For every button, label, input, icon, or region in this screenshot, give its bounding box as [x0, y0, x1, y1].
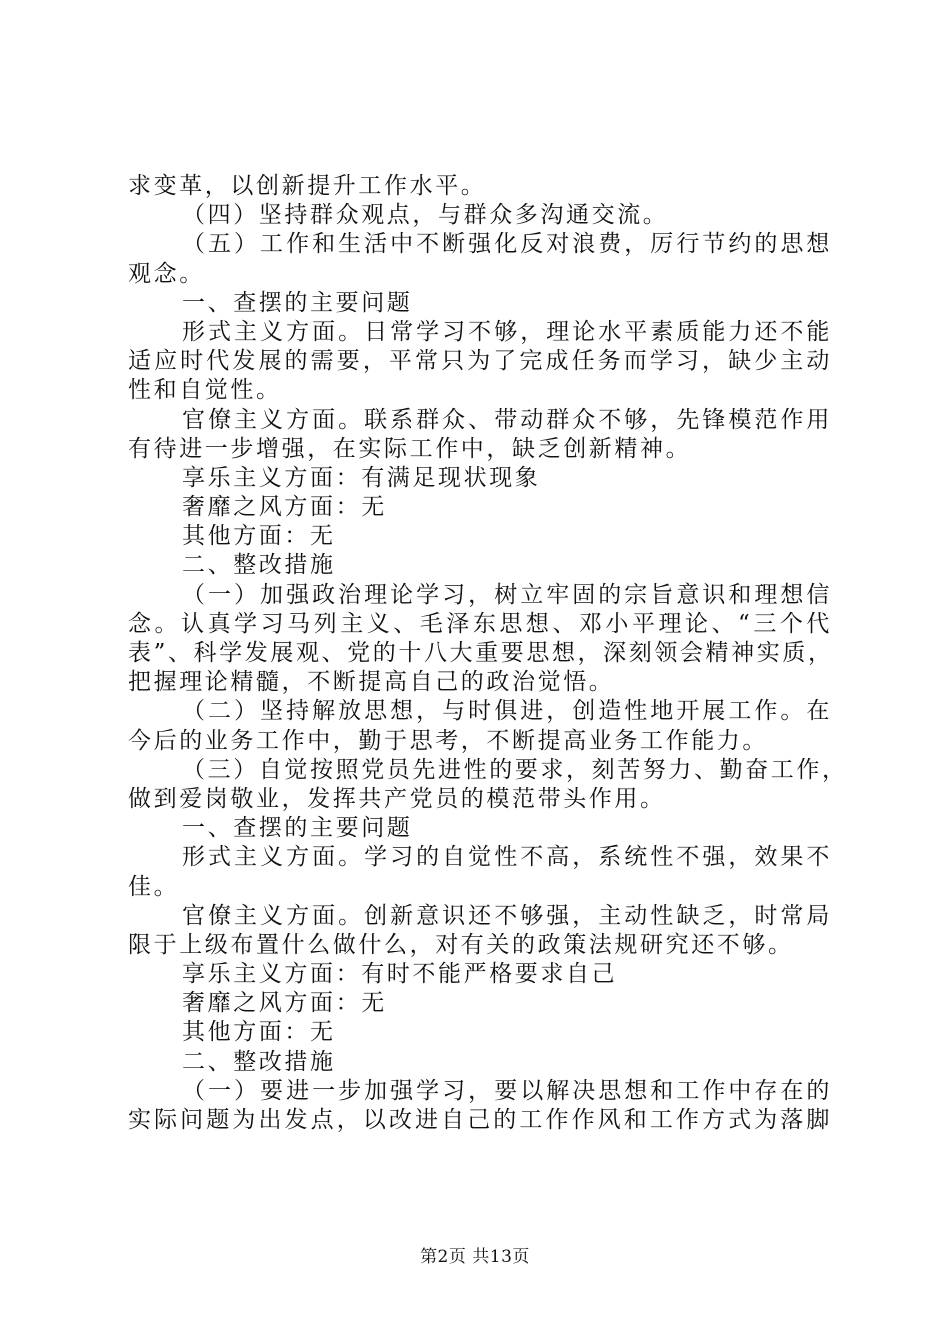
text-line: （四）坚持群众观点，与群众多沟通交流。	[182, 202, 669, 229]
text-line: 其他方面：无	[182, 523, 336, 550]
text-line: 求变革，以创新提升工作水平。	[128, 173, 487, 199]
text-line: 奢靡之风方面：无	[182, 990, 387, 1017]
text-line: （二）坚持解放思想，与时俱进，创造性地开展工作。在	[182, 698, 832, 725]
text-line: 一、查摆的主要问题	[182, 289, 413, 316]
text-line: 官僚主义方面。联系群众、带动群众不够，先锋模范作用	[182, 406, 832, 433]
text-line: 适应时代发展的需要，平常只为了完成任务而学习，缺少主动	[128, 348, 832, 375]
text-line: 有待进一步增强，在实际工作中，缺乏创新精神。	[128, 435, 692, 462]
text-line: 其他方面：无	[182, 1019, 336, 1046]
text-line: 把握理论精髓，不断提高自己的政治觉悟。	[128, 669, 615, 696]
page-number-label: 第2页 共13页	[420, 1247, 530, 1267]
text-line: 享乐主义方面：有时不能严格要求自己	[182, 961, 618, 988]
text-line: 奢靡之风方面：无	[182, 494, 387, 521]
text-line: 限于上级布置什么做什么，对有关的政策法规研究还不够。	[128, 931, 794, 958]
text-line: （三）自觉按照党员先进性的要求，刻苦努力、勤奋工作，	[182, 756, 848, 783]
text-line: 观念。	[128, 260, 205, 287]
text-line: 一、查摆的主要问题	[182, 815, 413, 842]
text-line: 佳。	[128, 873, 180, 900]
text-line: 二、整改措施	[182, 552, 336, 579]
text-line: 实际问题为出发点，以改进自己的工作作风和工作方式为落脚	[128, 1107, 832, 1133]
text-line: （一）要进一步加强学习，要以解决思想和工作中存在的	[182, 1077, 832, 1104]
text-line: 念。认真学习马列主义、毛泽东思想、邓小平理论、“三个代	[128, 610, 832, 637]
text-line: 做到爱岗敬业，发挥共产党员的模范带头作用。	[128, 785, 666, 812]
text-line: 二、整改措施	[182, 1048, 336, 1075]
text-line: （一）加强政治理论学习，树立牢固的宗旨意识和理想信	[182, 581, 832, 608]
text-line: 形式主义方面。学习的自觉性不高，系统性不强，效果不	[182, 844, 832, 871]
document-body	[128, 172, 848, 1135]
text-line: 官僚主义方面。创新意识还不够强，主动性缺乏，时常局	[182, 902, 832, 929]
text-line: 享乐主义方面：有满足现状现象	[182, 464, 541, 491]
text-line: 性和自觉性。	[128, 377, 282, 404]
page-footer	[0, 1242, 950, 1267]
text-line: 今后的业务工作中，勤于思考，不断提高业务工作能力。	[128, 727, 768, 754]
text-line: 表”、科学发展观、党的十八大重要思想，深刻领会精神实质，	[128, 640, 834, 666]
text-line: 形式主义方面。日常学习不够，理论水平素质能力还不能	[182, 318, 832, 345]
text-line: （五）工作和生活中不断强化反对浪费，厉行节约的思想	[182, 231, 832, 258]
